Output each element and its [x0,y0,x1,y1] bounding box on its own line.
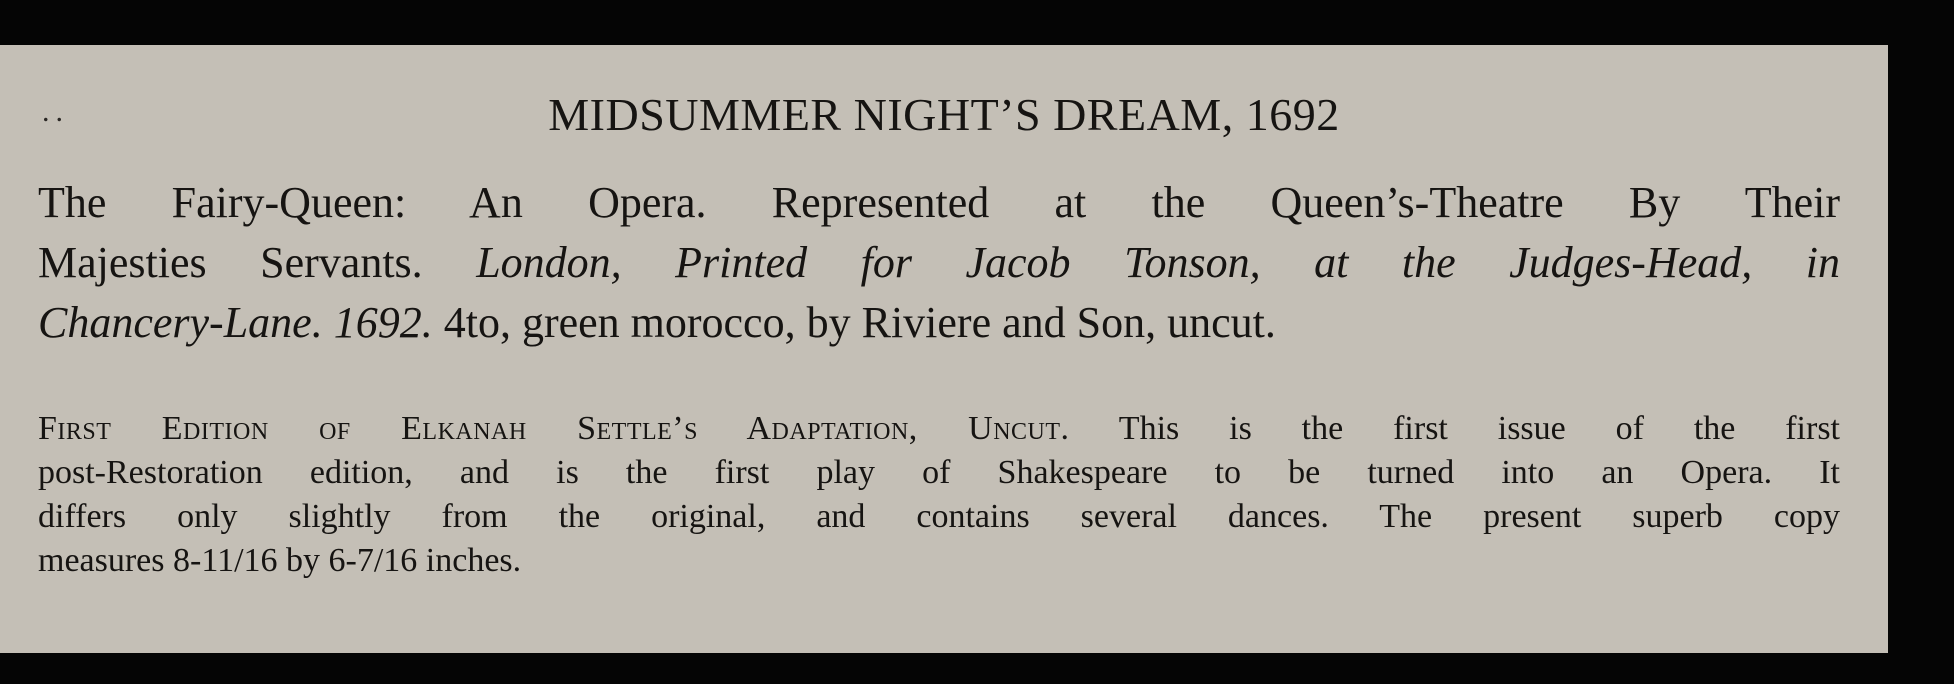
note-line-1 [38,407,1840,451]
entry-line-3 [38,293,1840,353]
entry-line-2 [38,233,1840,293]
note-line-3: differs only slightly from the original, and contains several dances. The present superb copy [38,498,1840,535]
margin-dots: .. [42,95,69,128]
note-line-2: post-Restoration edition, and is the first play of Shakespeare to be turned into an Opera. It [38,454,1840,491]
descriptive-note [38,407,1840,583]
entry-line-1: The Fairy-Queen: An Opera. Represented at the Queen’s-Theatre By Their [38,178,1840,227]
entry-heading: MIDSUMMER NIGHT’S DREAM, 1692 [548,89,1340,140]
catalog-page [0,45,1888,653]
note-lead-smallcaps: First Edition of Elkanah Settle’s Adaptation, Uncut. [38,410,1070,447]
note-line-4: measures 8-11/16 by 6-7/16 inches. [38,542,522,579]
entry-line-3-roman: 4to, green morocco, by Riviere and Son, uncut. [432,298,1276,347]
entry-line-3-italic: Chancery-Lane. 1692. [38,298,433,347]
entry-line-2-italic: London, Printed for Jacob Tonson, at the Judges-Head, in [476,238,1840,287]
entry-line-2-roman: Majesties Servants. [38,238,477,287]
note-line-1-rest: This is the first issue of the first [1069,410,1840,447]
bibliographic-entry [38,173,1840,353]
